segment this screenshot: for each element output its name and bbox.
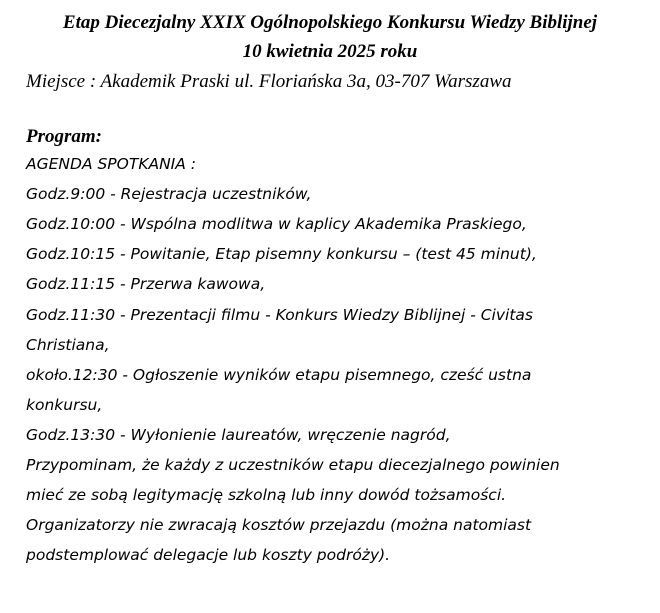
agenda-item: około.12:30 - Ogłoszenie wyników etapu pisemnego, cześć ustna bbox=[26, 366, 532, 384]
reminder-text: Przypominam, że każdy z uczestników etapu diecezjalnego powinien bbox=[26, 456, 560, 474]
agenda-item: Godz.13:30 - Wyłonienie laureatów, wręczenie nagród, bbox=[26, 426, 451, 444]
agenda-item: Godz.10:15 - Powitanie, Etap pisemny konkursu – (test 45 minut), bbox=[26, 245, 537, 263]
agenda-item-continuation: konkursu, bbox=[26, 396, 103, 414]
venue-line: Miejsce : Akademik Praski ul. Floriańska 3a, 03-707 Warszawa bbox=[26, 71, 512, 92]
agenda-item: Godz.11:30 - Prezentacji filmu - Konkurs Wiedzy Biblijnej - Civitas bbox=[26, 306, 533, 324]
travel-costs-note: Organizatorzy nie zwracają kosztów przejazdu (można natomiast bbox=[26, 516, 532, 534]
agenda-heading: AGENDA SPOTKANIA : bbox=[26, 155, 197, 173]
agenda-item: Godz.10:00 - Wspólna modlitwa w kaplicy Akademika Praskiego, bbox=[26, 215, 527, 233]
agenda-item: Godz.11:15 - Przerwa kawowa, bbox=[26, 275, 266, 293]
reminder-text: mieć ze sobą legitymację szkolną lub inny dowód tożsamości. bbox=[26, 486, 507, 504]
travel-costs-note: podstemplować delegacje lub koszty podróży). bbox=[26, 546, 391, 564]
program-heading: Program: bbox=[26, 126, 102, 147]
agenda-item-continuation: Christiana, bbox=[26, 336, 110, 354]
document-date: 10 kwietnia 2025 roku bbox=[242, 41, 418, 62]
document-title: Etap Diecezjalny XXIX Ogólnopolskiego Konkursu Wiedzy Biblijnej bbox=[62, 12, 598, 33]
agenda-item: Godz.9:00 - Rejestracja uczestników, bbox=[26, 185, 312, 203]
